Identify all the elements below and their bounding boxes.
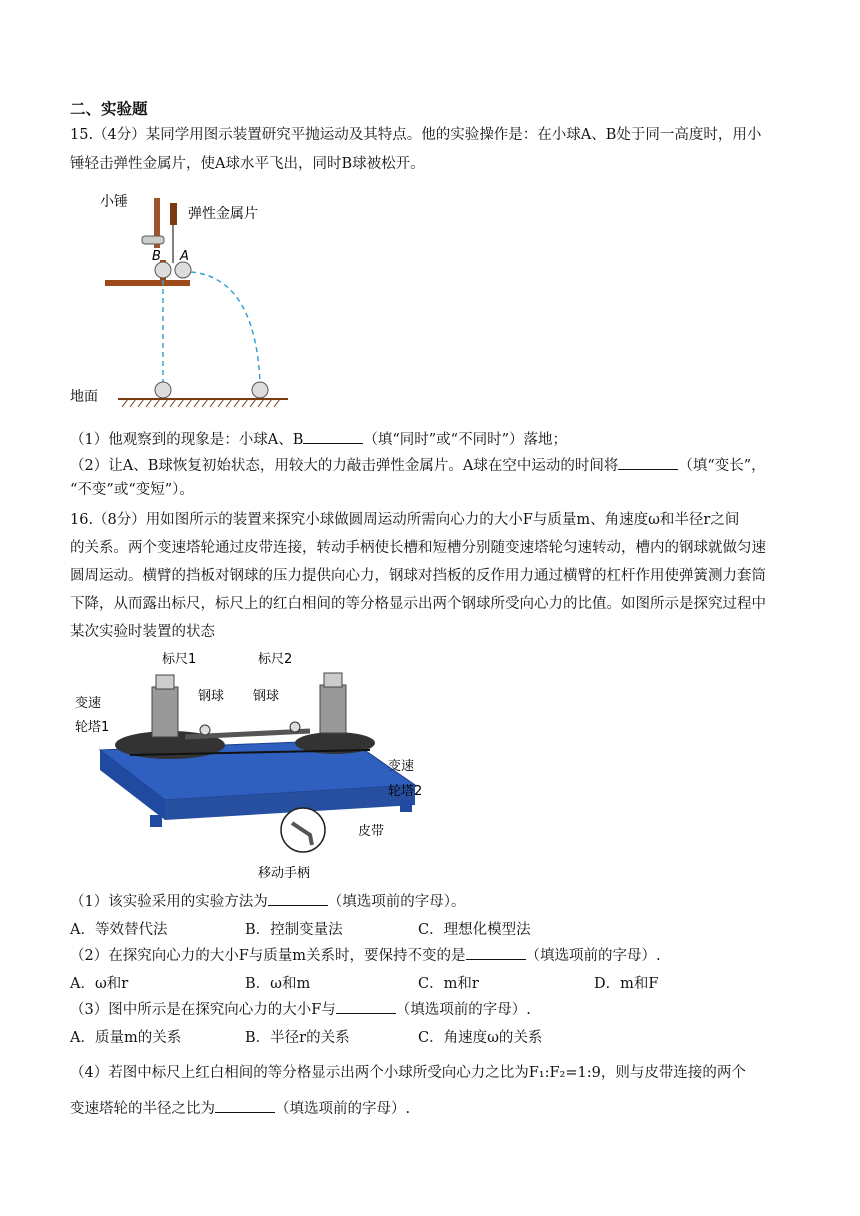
q16-line-2: 的关系。两个变速塔轮通过皮带连接，转动手柄使长槽和短槽分别随变速塔轮匀速转动，槽内的钢球就做匀速 (70, 540, 766, 556)
tower-1-label-b: 轮塔1 (75, 720, 110, 735)
q16-s2-option-c[interactable]: C．m和r (418, 976, 479, 992)
ball-a-landed (252, 382, 268, 398)
q16-line-3: 圆周运动。横臂的挡板对钢球的压力提供向心力，钢球对挡板的反作用力通过横臂的杠杆作用使弹簧测力套筒 (70, 568, 766, 584)
ball-left-label: 钢球 (198, 689, 225, 704)
ball-b-landed (155, 382, 171, 398)
q16-s4-cont: 变速塔轮的半径之比为 （填选项前的字母）. (70, 1098, 410, 1119)
ground-label: 地面 (70, 389, 98, 405)
steel-ball-right (290, 722, 300, 732)
section-title: 二、实验题 (70, 100, 148, 118)
ball-b-label: B (152, 249, 161, 264)
scale-1-label: 标尺1 (162, 652, 197, 667)
q16-s3-option-b[interactable]: B．半径r的关系 (245, 1030, 350, 1046)
table-leg-2 (400, 800, 412, 812)
q16-line-1: 16.（8分）用如图所示的装置来探究小球做圆周运动所需向心力的大小F与质量m、角速度ω和半径r之间 (70, 512, 740, 528)
scale-2-label: 标尺2 (258, 652, 293, 667)
q16-line-4: 下降，从而露出标尺，标尺上的红白相间的等分格显示出两个钢球所受向心力的比值。如图所示是探究过程中 (70, 596, 766, 612)
answer-blank[interactable] (268, 891, 328, 906)
q15-line-2: 锤轻击弹性金属片，使A球水平飞出，同时B球被松开。 (70, 156, 425, 172)
q15-line-1: 15.（4分）某同学用图示装置研究平抛运动及其特点。他的实验操作是：在小球A、B处于同一高度时，用小 (70, 127, 762, 143)
ball-a-label: A (180, 249, 189, 264)
q16-s1: （1）该实验采用的实验方法为 （填选项前的字母）。 (70, 891, 465, 912)
ground-hatch (122, 399, 280, 407)
q16-s3-option-c[interactable]: C．角速度ω的关系 (418, 1030, 543, 1046)
belt-label: 皮带 (358, 824, 385, 839)
handle-label: 移动手柄 (258, 866, 311, 881)
q16-s1-option-a[interactable]: A．等效替代法 (70, 922, 168, 938)
metal-plate-top (170, 203, 177, 225)
q16-s2-option-a[interactable]: A．ω和r (70, 976, 129, 992)
q16-s2: （2）在探究向心力的大小F与质量m关系时，要保持不变的是 （填选项前的字母）. (70, 945, 661, 966)
q16-s2-option-d[interactable]: D．m和F (594, 976, 659, 992)
q15-sub1: （1）他观察到的现象是：小球A、B （填“同时”或“不同时”）落地； (70, 429, 567, 450)
answer-blank[interactable] (336, 999, 396, 1014)
ball-a (175, 262, 191, 278)
answer-blank[interactable] (618, 455, 678, 470)
q16-s3-option-a[interactable]: A．质量m的关系 (70, 1030, 182, 1046)
steel-ball-left (200, 725, 210, 735)
hammer-label: 小锤 (100, 194, 128, 210)
ball-right-label: 钢球 (253, 689, 280, 704)
scale-2-cylinder (320, 685, 346, 733)
tower-2-label-a: 变速 (388, 759, 415, 774)
ball-b (155, 262, 171, 278)
q16-line-5: 某次实验时装置的状态 (70, 624, 215, 640)
table-leg-1 (150, 815, 162, 827)
metal-plate-label: 弹性金属片 (188, 206, 258, 222)
scale-2-cap (324, 673, 342, 687)
projectile-apparatus-figure (70, 188, 290, 413)
q16-s3: （3）图中所示是在探究向心力的大小F与 （填选项前的字母）. (70, 999, 531, 1020)
q16-s2-option-b[interactable]: B．ω和m (245, 976, 311, 992)
q16-s1-option-c[interactable]: C．理想化模型法 (418, 922, 531, 938)
answer-blank[interactable] (466, 945, 526, 960)
tower-1-label-a: 变速 (75, 696, 102, 711)
tower-2-label-b: 轮塔2 (388, 784, 423, 799)
scale-1-cylinder (152, 687, 178, 737)
answer-blank[interactable] (303, 429, 363, 444)
q15-sub2-cont: “不变”或“变短”）。 (70, 482, 194, 498)
q15-sub2: （2）让A、B球恢复初始状态，用较大的力敲击弹性金属片。A球在空中运动的时间将 （填“变长”， (70, 455, 766, 476)
hammer-head (142, 236, 164, 244)
centripetal-apparatus-figure (70, 645, 440, 885)
scale-1-cap (156, 675, 174, 689)
ball-a-path (191, 272, 260, 382)
q16-s1-option-b[interactable]: B．控制变量法 (245, 922, 343, 938)
answer-blank[interactable] (215, 1098, 275, 1113)
q16-s4: （4）若图中标尺上红白相间的等分格显示出两个小球所受向心力之比为F₁:F₂=1:9，则与皮带连接的两个 (70, 1065, 746, 1081)
